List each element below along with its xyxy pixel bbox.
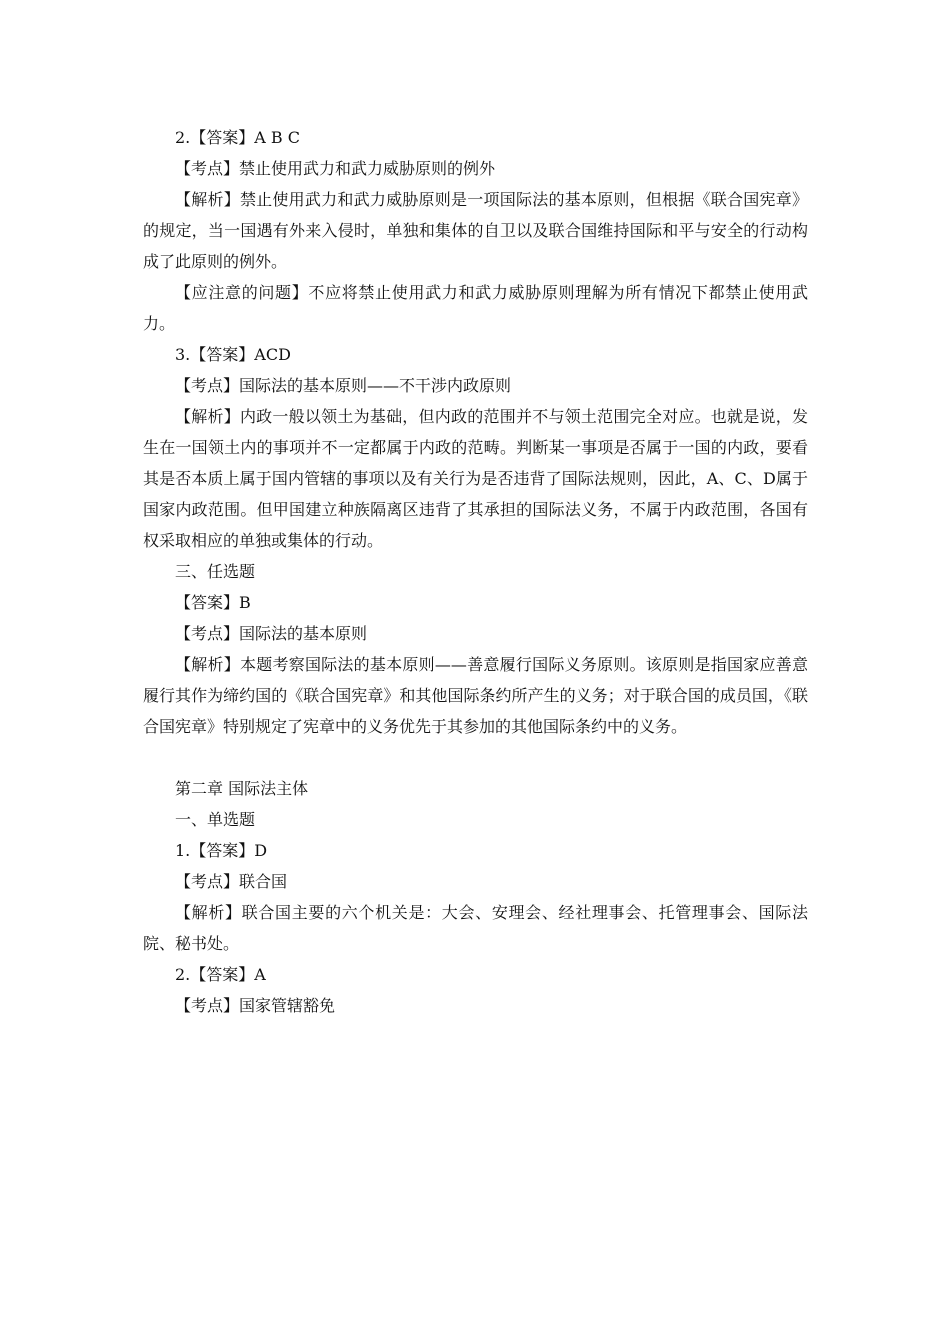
optional-point: 【考点】国际法的基本原则 [175, 624, 368, 643]
section-spacer [143, 742, 808, 773]
ch2-q1-point: 【考点】联合国 [175, 872, 288, 891]
q2-point: 【考点】禁止使用武力和武力威胁原则的例外 [175, 159, 496, 178]
q3-analysis: 【解析】内政一般以领土为基础，但内政的范围并不与领土范围完全对应。也就是说，发生在一国领土内的事项并不一定都属于内政的范畴。判断某一事项是否属于一国的内政，要看其是否本质上属于国内管辖的事项以及有关行为是否违背了国际法规则，因此，A、C、D属于国家内政范围。但甲国建立种族隔离区违背了其承担的国际法义务，不属于内政范围，各国有权采取相应的单独或集体的行动。 [143, 407, 808, 550]
q3-answer: 3.【答案】ACD [175, 345, 291, 364]
q3-point: 【考点】国际法的基本原则——不干涉内政原则 [175, 376, 512, 395]
optional-heading: 三、任选题 [175, 562, 256, 581]
q2-attention: 【应注意的问题】不应将禁止使用武力和武力威胁原则理解为所有情况下都禁止使用武力。 [143, 283, 808, 333]
ch2-q1-answer: 1.【答案】D [175, 841, 268, 860]
q2-analysis: 【解析】禁止使用武力和武力威胁原则是一项国际法的基本原则，但根据《联合国宪章》的规定，当一国遇有外来入侵时，单独和集体的自卫以及联合国维持国际和平与安全的行动构成了此原则的例外。 [143, 190, 808, 271]
ch2-q2-point: 【考点】国家管辖豁免 [175, 996, 336, 1015]
ch2-q2-answer: 2.【答案】A [175, 965, 266, 984]
q2-answer: 2.【答案】A B C [175, 128, 300, 147]
chapter-title: 第二章 国际法主体 [175, 779, 309, 798]
optional-answer: 【答案】B [175, 593, 251, 612]
ch2-q1-analysis: 【解析】联合国主要的六个机关是：大会、安理会、经社理事会、托管理事会、国际法院、秘书处。 [143, 903, 808, 953]
chapter-subheading: 一、单选题 [175, 810, 256, 829]
document-content [143, 122, 808, 1021]
optional-analysis: 【解析】本题考察国际法的基本原则——善意履行国际义务原则。该原则是指国家应善意履行其作为缔约国的《联合国宪章》和其他国际条约所产生的义务；对于联合国的成员国，《联合国宪章》特别规定了宪章中的义务优先于其参加的其他国际条约中的义务。 [143, 655, 808, 736]
